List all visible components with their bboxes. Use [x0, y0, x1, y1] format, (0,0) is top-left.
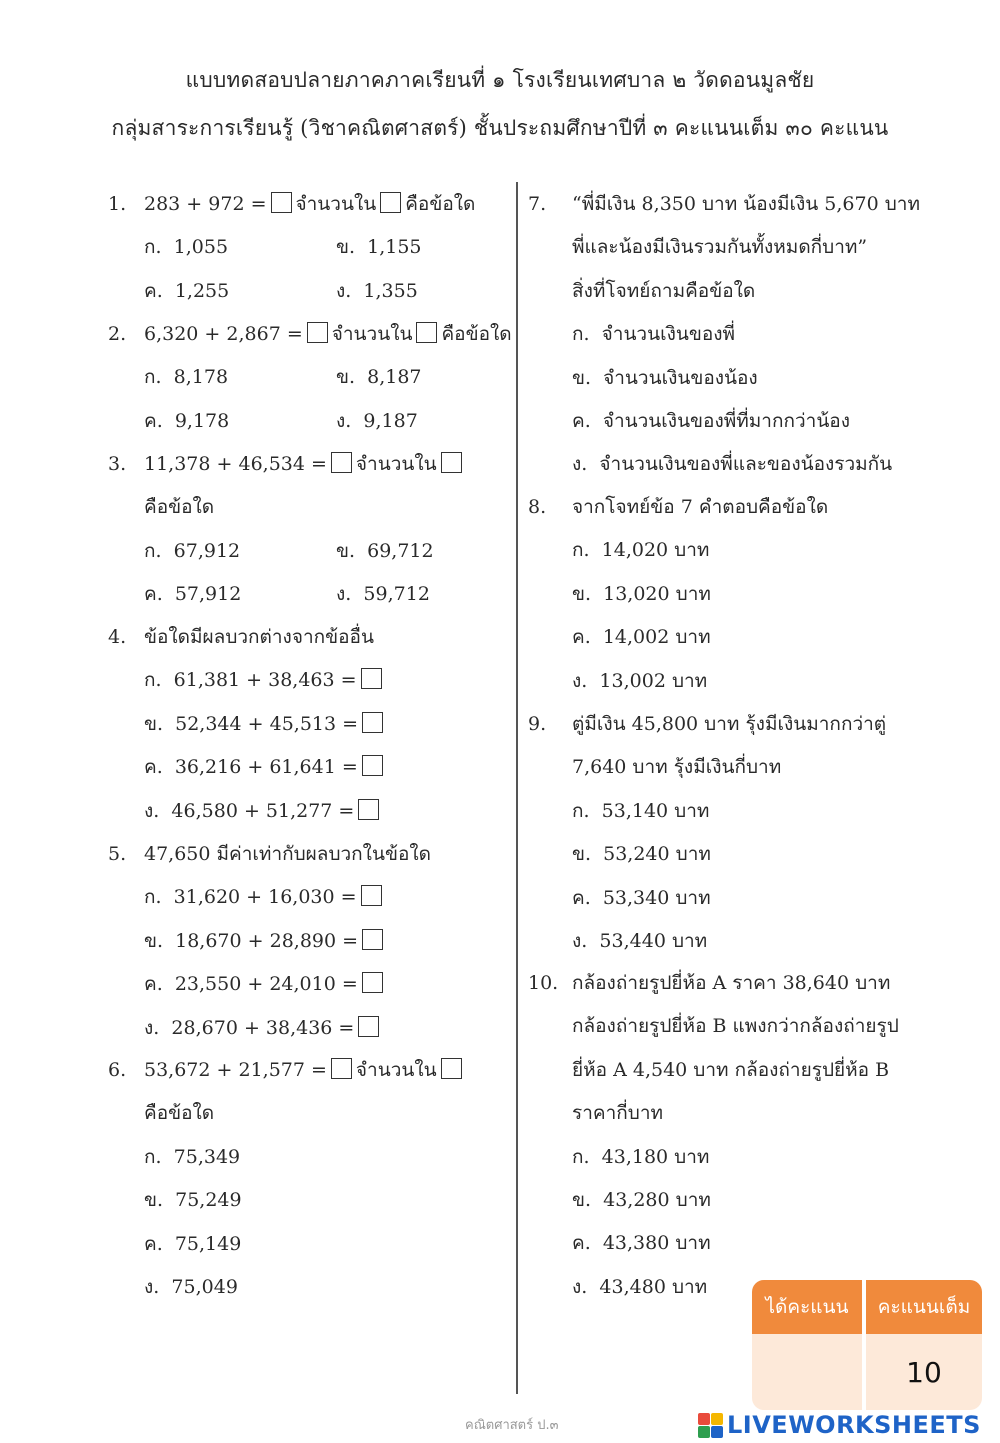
score-box [752, 1280, 982, 1410]
question-7 [528, 183, 968, 487]
option-c[interactable]: ค. จำนวนเงินของพี่ที่มากกว่าน้อง [572, 410, 850, 432]
test-title: แบบทดสอบปลายภาคภาคเรียนที่ ๑ โรงเรียนเทศบาล ๒ วัดดอนมูลชัย [185, 68, 815, 92]
option-b[interactable]: ข. 8,187 [336, 366, 422, 389]
answer-box[interactable] [361, 885, 382, 906]
score-value [752, 1334, 862, 1410]
question-text: พี่และน้องมีเงินรวมกันทั้งหมดกี่บาท” [572, 236, 868, 259]
question-8 [528, 486, 968, 703]
brand-name: LIVEWORKSHEETS [727, 1411, 981, 1439]
answer-box-ref [441, 1058, 462, 1079]
option-a[interactable]: ก. 61,381 + 38,463 = [144, 659, 386, 702]
option-d[interactable]: ง. 53,440 บาท [572, 930, 708, 952]
question-text: 6,320 + 2,867 = จำนวนใน คือข้อใด [144, 323, 512, 345]
option-d[interactable]: ง. 46,580 + 51,277 = [144, 790, 383, 833]
question-number: 3. [108, 453, 127, 475]
option-c[interactable]: ค. 75,149 [144, 1232, 242, 1255]
answer-box[interactable] [362, 755, 383, 776]
option-b[interactable]: ข. 69,712 [336, 539, 434, 562]
option-b[interactable]: ข. 75,249 [144, 1189, 242, 1212]
question-number: 1. [108, 193, 127, 215]
question-text: จากโจทย์ข้อ 7 คำตอบคือข้อใด [572, 496, 829, 518]
option-d[interactable]: ง. 43,480 บาท [572, 1275, 708, 1298]
option-c[interactable]: ค. 53,340 บาท [572, 886, 711, 909]
question-number: 8. [528, 496, 547, 518]
option-b[interactable]: ข. จำนวนเงินของน้อง [572, 366, 758, 389]
question-6 [108, 1049, 508, 1309]
option-c[interactable]: ค. 36,216 + 61,641 = [144, 746, 387, 789]
option-a[interactable]: ก. 67,912 [144, 539, 241, 562]
question-number: 4. [108, 626, 127, 648]
logo-icon [698, 1413, 723, 1438]
question-text: 53,672 + 21,577 = จำนวนใน [144, 1049, 466, 1092]
option-c[interactable]: ค. 43,380 บาท [572, 1232, 711, 1255]
question-5 [108, 833, 508, 1050]
question-text: “พี่มีเงิน 8,350 บาท น้องมีเงิน 5,670 บาท [572, 193, 920, 215]
question-2 [108, 313, 512, 443]
question-text: 11,378 + 46,534 = จำนวนใน [144, 443, 466, 486]
option-c[interactable]: ค. 23,550 + 24,010 = [144, 963, 387, 1006]
option-a[interactable]: ก. จำนวนเงินของพี่ [572, 323, 736, 346]
answer-box[interactable] [358, 799, 379, 820]
answer-box[interactable] [362, 712, 383, 733]
question-text-cont: คือข้อใด [144, 496, 215, 519]
question-number: 2. [108, 323, 127, 345]
option-a[interactable]: ก. 1,055 [144, 236, 229, 259]
option-a[interactable]: ก. 75,349 [144, 1145, 241, 1168]
question-number: 7. [528, 193, 547, 215]
question-text: สิ่งที่โจทย์ถามคือข้อใด [572, 279, 756, 302]
option-c[interactable]: ค. 1,255 [144, 279, 230, 302]
full-score-value: 10 [866, 1334, 982, 1410]
question-text: ยี่ห้อ A 4,540 บาท กล้องถ่ายรูปยี่ห้อ B [572, 1058, 890, 1081]
answer-box-ref [380, 192, 401, 213]
question-9 [528, 703, 968, 963]
answer-box-ref [416, 322, 437, 343]
option-d[interactable]: ง. จำนวนเงินของพี่และของน้องรวมกัน [572, 453, 893, 476]
option-d[interactable]: ง. 75,049 [144, 1276, 238, 1298]
question-text: 283 + 972 = จำนวนใน คือข้อใด [144, 193, 476, 215]
question-4 [108, 616, 508, 833]
question-number: 10. [528, 972, 559, 994]
question-number: 9. [528, 713, 547, 735]
question-number: 5. [108, 843, 127, 865]
question-text: 47,650 มีค่าเท่ากับผลบวกในข้อใด [144, 843, 431, 865]
question-text-cont: คือข้อใด [144, 1102, 215, 1125]
option-b[interactable]: ข. 13,020 บาท [572, 582, 711, 605]
question-text: 7,640 บาท รุ้งมีเงินกี่บาท [572, 756, 782, 779]
option-c[interactable]: ค. 57,912 [144, 583, 242, 606]
answer-box[interactable] [271, 192, 292, 213]
answer-box[interactable] [361, 668, 382, 689]
question-10 [528, 962, 968, 1309]
question-1 [108, 183, 508, 313]
answer-box[interactable] [331, 1058, 352, 1079]
option-b[interactable]: ข. 53,240 บาท [572, 843, 711, 866]
option-d[interactable]: ง. 1,355 [336, 279, 418, 302]
option-b[interactable]: ข. 18,670 + 28,890 = [144, 920, 387, 963]
column-divider [516, 182, 518, 1394]
option-d[interactable]: ง. 28,670 + 38,436 = [144, 1007, 383, 1050]
option-a[interactable]: ก. 8,178 [144, 366, 229, 389]
option-d[interactable]: ง. 9,187 [336, 409, 418, 432]
full-score-label: คะแนนเต็ม [866, 1280, 982, 1334]
question-text: กล้องถ่ายรูปยี่ห้อ B แพงกว่ากล้องถ่ายรูป [572, 1015, 899, 1038]
question-3 [108, 443, 508, 617]
option-c[interactable]: ค. 9,178 [144, 409, 230, 432]
page-footer: คณิตศาสตร์ ป.๓ [465, 1418, 559, 1433]
answer-box[interactable] [362, 972, 383, 993]
option-a[interactable]: ก. 31,620 + 16,030 = [144, 876, 386, 919]
option-b[interactable]: ข. 52,344 + 45,513 = [144, 703, 387, 746]
option-a[interactable]: ก. 53,140 บาท [572, 799, 710, 822]
answer-box[interactable] [358, 1016, 379, 1037]
answer-box[interactable] [362, 929, 383, 950]
answer-box-ref [441, 452, 462, 473]
test-subtitle: กลุ่มสาระการเรียนรู้ (วิชาคณิตศาสตร์) ชั้นประถมศึกษาปีที่ ๓ คะแนนเต็ม ๓๐ คะแนน [111, 116, 889, 140]
score-label: ได้คะแนน [752, 1280, 862, 1334]
option-d[interactable]: ง. 59,712 [336, 583, 430, 606]
question-text: ตู่มีเงิน 45,800 บาท รุ้งมีเงินมากกว่าตู่ [572, 713, 887, 735]
answer-box[interactable] [331, 452, 352, 473]
option-c[interactable]: ค. 14,002 บาท [572, 626, 711, 649]
answer-box[interactable] [307, 322, 328, 343]
liveworksheets-logo[interactable] [698, 1410, 981, 1440]
option-d[interactable]: ง. 13,002 บาท [572, 669, 708, 692]
question-number: 6. [108, 1059, 127, 1081]
option-b[interactable]: ข. 1,155 [336, 236, 422, 259]
option-a[interactable]: ก. 43,180 บาท [572, 1145, 710, 1168]
option-a[interactable]: ก. 14,020 บาท [572, 539, 710, 562]
question-text: ข้อใดมีผลบวกต่างจากข้ออื่น [144, 626, 374, 648]
question-text: กล้องถ่ายรูปยี่ห้อ A ราคา 38,640 บาท [572, 972, 891, 994]
option-b[interactable]: ข. 43,280 บาท [572, 1189, 711, 1211]
question-text: ราคากี่บาท [572, 1102, 664, 1125]
